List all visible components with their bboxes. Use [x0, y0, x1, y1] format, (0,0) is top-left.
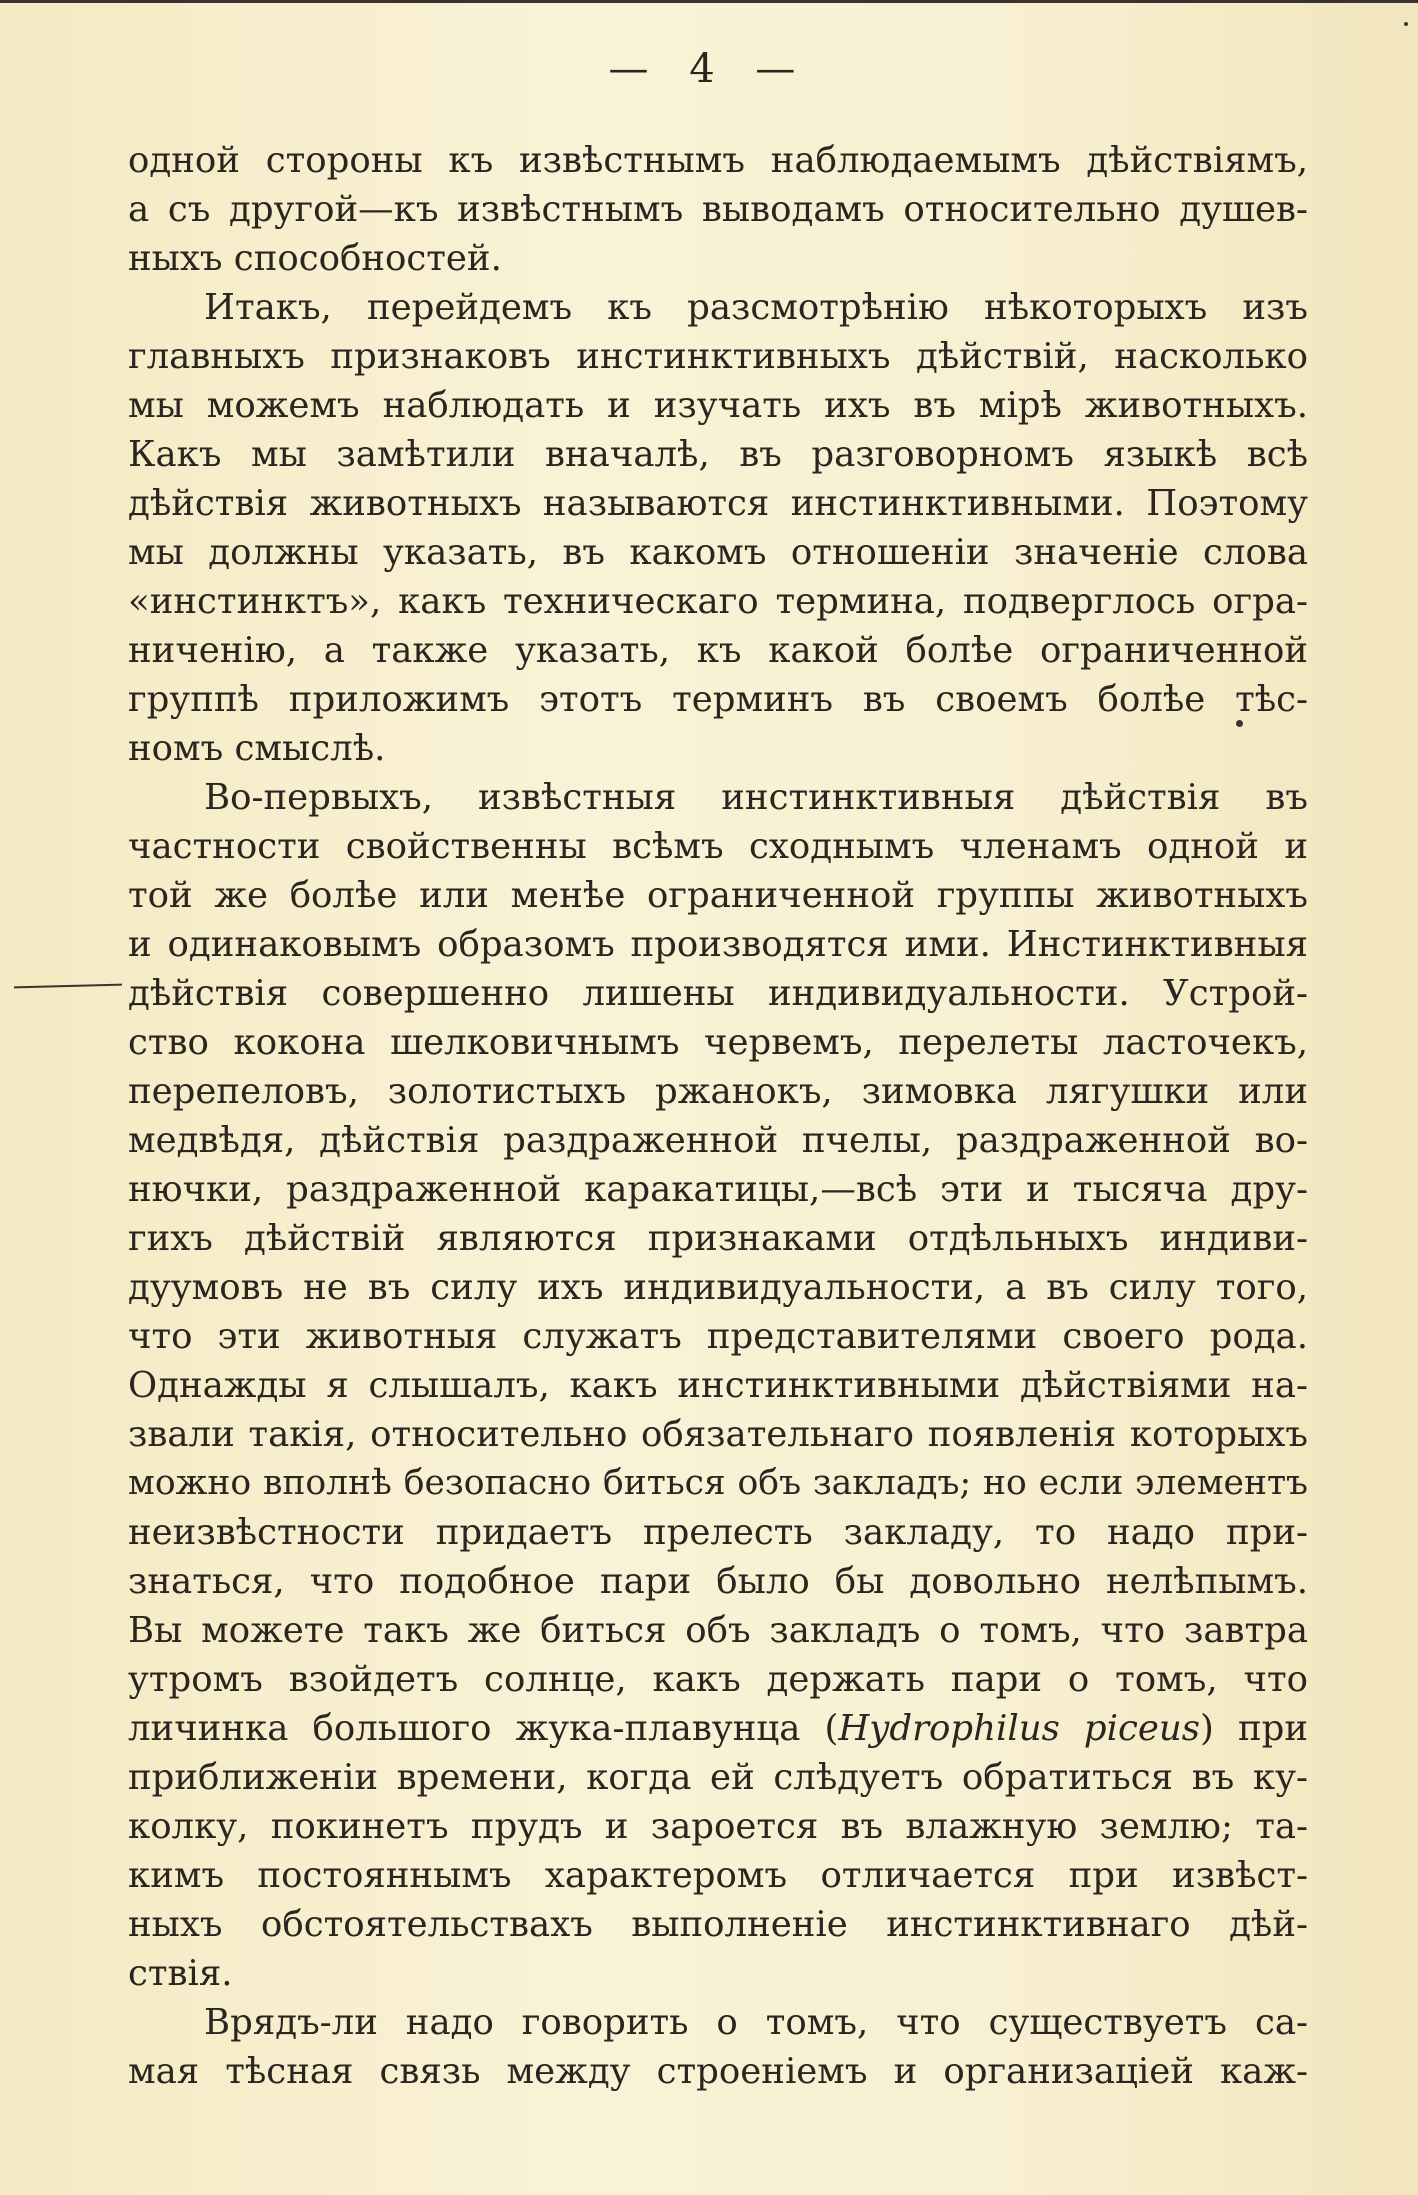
text-line-content: ныхъ способностей.	[128, 238, 502, 279]
text-line	[128, 185, 1308, 234]
text-line-content: ство кокона шелковичнымъ червемъ, перелеты ласточекъ,	[128, 1022, 1308, 1063]
page-top-edge	[0, 0, 1418, 3]
text-line	[128, 1116, 1308, 1165]
text-line-content: звали такія, относительно обязательнаго появленія которыхъ	[128, 1414, 1308, 1455]
text-line-content: мы можемъ наблюдать и изучать ихъ въ мірѣ животныхъ.	[128, 385, 1308, 426]
text-line	[128, 136, 1308, 185]
text-line	[128, 234, 1308, 283]
text-line-content: группѣ приложимъ этотъ терминъ въ своемъ болѣе тѣс-	[128, 679, 1308, 720]
text-line	[128, 1067, 1308, 1116]
text-line-content: можно вполнѣ безопасно биться объ закладъ; но если элементъ	[128, 1463, 1308, 1503]
text-line-tail: ) при	[1199, 1708, 1308, 1749]
text-line-content: дѣйствія совершенно лишены индивидуальности. Устрой-	[128, 973, 1308, 1014]
text-line	[128, 1753, 1308, 1802]
text-line-content: Однажды я слышалъ, какъ инстинктивными дѣйствіями на-	[128, 1365, 1308, 1406]
text-line-content: а съ другой—къ извѣстнымъ выводамъ относительно душев-	[128, 189, 1308, 230]
text-line	[128, 1214, 1308, 1263]
text-line	[128, 479, 1308, 528]
text-line-content: неизвѣстности придаетъ прелесть закладу, то надо при-	[128, 1512, 1308, 1553]
text-line	[128, 920, 1308, 969]
text-line-content: дѣйствія животныхъ называются инстинктивными. Поэтому	[128, 483, 1308, 524]
text-line-content: Во-первыхъ, извѣстныя инстинктивныя дѣйствія въ	[204, 777, 1308, 818]
text-line-content: Итакъ, перейдемъ къ разсмотрѣнію нѣкоторыхъ изъ	[204, 287, 1308, 328]
text-line	[128, 1557, 1308, 1606]
text-line	[128, 577, 1308, 626]
text-line-content: одной стороны къ извѣстнымъ наблюдаемымъ дѣйствіямъ,	[128, 140, 1308, 181]
page-number: — 4 —	[608, 46, 810, 92]
text-line-content: колку, покинетъ прудъ и зароется въ влажную землю; та-	[128, 1806, 1308, 1847]
text-line-content: «инстинктъ», какъ техническаго термина, подверглось огра-	[128, 581, 1308, 622]
text-line-content: приближеніи времени, когда ей слѣдуетъ обратиться въ ку-	[128, 1757, 1308, 1798]
text-line	[128, 724, 1308, 773]
text-line	[128, 430, 1308, 479]
text-line-content: Вы можете такъ же биться объ закладъ о томъ, что завтра	[128, 1610, 1308, 1651]
text-line-content: дуумовъ не въ силу ихъ индивидуальности, а въ силу того,	[128, 1267, 1308, 1308]
ink-speck	[1404, 22, 1408, 26]
ink-speck	[1236, 720, 1243, 727]
text-line-content: номъ смыслѣ.	[128, 728, 386, 769]
text-line	[128, 675, 1308, 724]
text-line-content: знаться, что подобное пари было бы довольно нелѣпымъ.	[128, 1561, 1308, 1602]
text-line	[128, 1949, 1308, 1998]
text-line	[128, 1900, 1308, 1949]
text-line	[128, 1655, 1308, 1704]
text-line	[128, 283, 1308, 332]
text-line-content: главныхъ признаковъ инстинктивныхъ дѣйствій, насколько	[128, 336, 1308, 377]
text-line-content: кимъ постояннымъ характеромъ отличается при извѣст-	[128, 1855, 1308, 1896]
text-line	[128, 1361, 1308, 1410]
text-line-content: той же болѣе или менѣе ограниченной группы животныхъ	[128, 875, 1308, 916]
text-line-content: перепеловъ, золотистыхъ ржанокъ, зимовка лягушки или	[128, 1071, 1308, 1112]
text-line-content: ниченію, а также указать, къ какой болѣе ограниченной	[128, 630, 1308, 671]
text-line	[128, 871, 1308, 920]
text-line	[128, 2047, 1308, 2096]
text-line-content: мая тѣсная связь между строеніемъ и организаціей каж-	[128, 2051, 1308, 2092]
text-line	[128, 822, 1308, 871]
text-line	[128, 528, 1308, 577]
text-line-content: мы должны указать, въ какомъ отношеніи значеніе слова	[128, 532, 1308, 573]
text-line-content: утромъ взойдетъ солнце, какъ держать пари о томъ, что	[128, 1659, 1308, 1700]
text-line	[128, 1018, 1308, 1067]
text-line-content: личинка большого жука-плавунца (	[128, 1708, 839, 1749]
text-line	[128, 332, 1308, 381]
text-line	[128, 1312, 1308, 1361]
text-line-content: и одинаковымъ образомъ производятся ими. Инстинктивныя	[128, 924, 1308, 965]
text-line-content: частности свойственны всѣмъ сходнымъ членамъ одной и	[128, 826, 1308, 867]
text-line-content: гихъ дѣйствій являются признаками отдѣльныхъ индиви-	[128, 1218, 1308, 1259]
latin-species-name: Hydrophilus piceus	[838, 1708, 1200, 1749]
text-line	[128, 1459, 1308, 1508]
text-line-content: нючки, раздраженной каракатицы,—всѣ эти и тысяча дру-	[128, 1169, 1308, 1210]
text-line-content: Какъ мы замѣтили вначалѣ, въ разговорномъ языкѣ всѣ	[128, 434, 1308, 475]
text-line	[128, 1508, 1308, 1557]
body-text	[128, 136, 1308, 2096]
text-line	[128, 381, 1308, 430]
text-line	[128, 1851, 1308, 1900]
text-line	[128, 969, 1308, 1018]
text-line	[128, 1606, 1308, 1655]
text-line	[128, 1802, 1308, 1851]
margin-pencil-mark	[14, 984, 122, 989]
text-line	[128, 1165, 1308, 1214]
text-line-content: ныхъ обстоятельствахъ выполненіе инстинктивнаго дѣй-	[128, 1904, 1308, 1945]
text-line-content: медвѣдя, дѣйствія раздраженной пчелы, раздраженной во-	[128, 1120, 1308, 1161]
text-line	[128, 626, 1308, 675]
text-line	[128, 1410, 1308, 1459]
text-line	[128, 1998, 1308, 2047]
text-line-content: что эти животныя служатъ представителями своего рода.	[128, 1316, 1308, 1357]
text-line	[128, 1263, 1308, 1312]
text-line-content: ствія.	[128, 1953, 233, 1994]
text-line-content: Врядъ-ли надо говорить о томъ, что существуетъ са-	[204, 2002, 1308, 2043]
text-line	[128, 1704, 1308, 1753]
text-line	[128, 773, 1308, 822]
